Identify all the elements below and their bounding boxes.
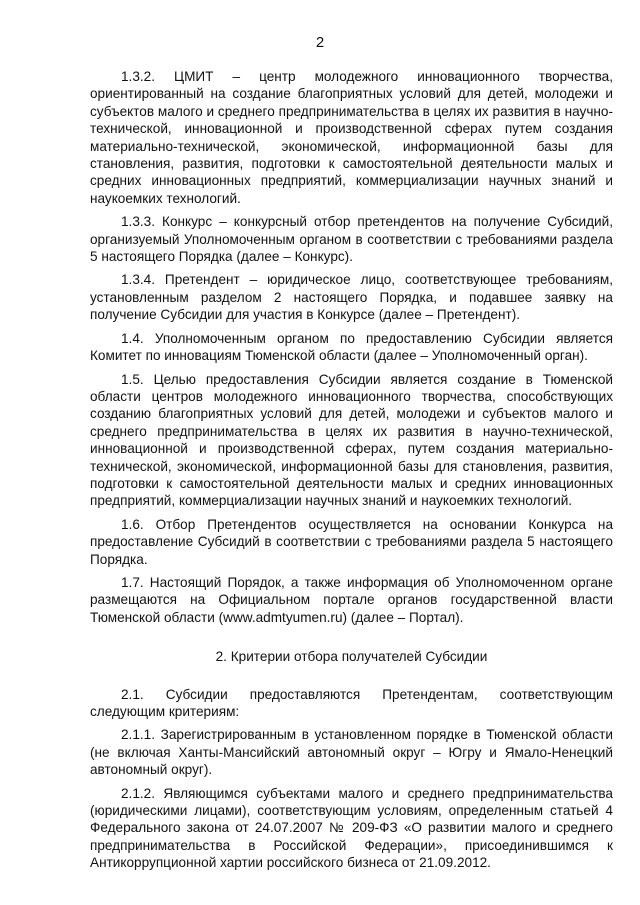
paragraph-2-1: 2.1. Субсидии предоставляются Претендентам, соответствующим следующим критериям:	[90, 686, 613, 719]
paragraph-1-7: 1.7. Настоящий Порядок, а также информация об Уполномоченном органе размещаются на Официальном портале органов государственной власти Тюменской области (www.admtyumen.ru) (далее – Портал).	[90, 574, 613, 625]
paragraph-1-3-4: 1.3.4. Претендент – юридическое лицо, соответствующее требованиям, установленным разделом 2 настоящего Порядка, и подавшее заявку на получение Субсидии для участия в Конкурсе (далее – Претендент).	[90, 272, 613, 323]
document-body	[90, 68, 613, 872]
paragraph-1-4: 1.4. Уполномоченным органом по предоставлению Субсидии является Комитет по инновациям Тюменской области (далее – Уполномоченный орган).	[90, 330, 613, 364]
paragraph-2-1-1: 2.1.1. Зарегистрированным в установленном порядке в Тюменской области (не включая Ханты-Мансийский автономный округ – Югру и Ямало-Ненецкий автономный округ).	[90, 727, 613, 778]
section-heading: 2. Критерии отбора получателей Субсидии	[215, 649, 488, 665]
paragraph-1-3-2: 1.3.2. ЦМИТ – центр молодежного инновационного творчества, ориентированный на создание благоприятных условий для детей, молодежи и субъектов малого и среднего предпринимательства в целях их развития в научно-технической, инновационной и производственной сферах путем создания материально-технической, экономической, информационной базы для становления, развития, подготовки к самостоятельной деятельности малых и средних инновационных предприятий, коммерциализации научных знаний и наукоемких технологий.	[90, 69, 613, 206]
paragraph-1-3-3: 1.3.3. Конкурс – конкурсный отбор претендентов на получение Субсидий, организуемый Уполномоченным органом в соответствии с требованиями раздела 5 настоящего Порядка (далее – Конкурс).	[90, 214, 613, 265]
paragraph-1-5: 1.5. Целью предоставления Субсидии является создание в Тюменской области центров молодежного инновационного творчества, способствующих созданию благоприятных условий для детей, молодежи и субъектов малого и среднего предпринимательства в целях их развития в научно-технической, инновационной и производственной сферах, путем создания материально-технической, экономической, информационной базы для становления, развития, подготовки к самостоятельной деятельности малых и средних инновационных предприятий, коммерциализации научных знаний и наукоемких технологий.	[90, 371, 613, 509]
page-number: 2	[315, 34, 325, 51]
paragraph-1-6: 1.6. Отбор Претендентов осуществляется на основании Конкурса на предоставление Субсидий в соответствии с требованиями раздела 5 настоящего Порядка.	[90, 516, 613, 567]
paragraph-2-1-2: 2.1.2. Являющимся субъектами малого и среднего предпринимательства (юридическими лицами), соответствующим условиям, определенным статьей 4 Федерального закона от 24.07.2007 № 209-ФЗ «О развитии малого и среднего предпринимательства в Российской Федерации», присоединившимся к Антикоррупционной хартии российского бизнеса от 21.09.2012.	[90, 785, 613, 871]
